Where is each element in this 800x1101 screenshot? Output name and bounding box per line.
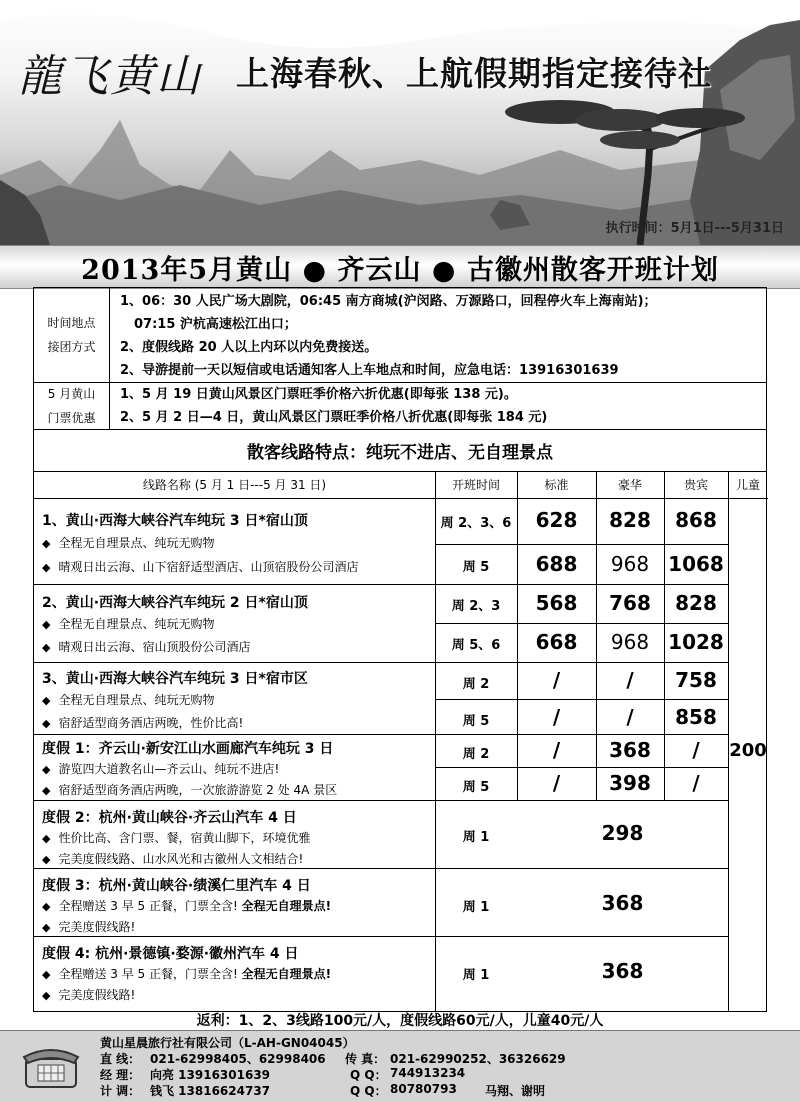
standard-price: 568	[535, 591, 578, 615]
standard-price: 628	[535, 508, 578, 532]
header-child: 儿童	[735, 478, 760, 492]
execution-period: 执行时间：5月1日---5月31日	[605, 221, 784, 236]
diamond-bullet-icon: ◆	[42, 561, 51, 574]
mountain-landscape-illustration	[0, 0, 800, 245]
fax-value: 021-62990252、36326629	[390, 1052, 566, 1066]
vip-price: 828	[675, 591, 717, 615]
package-price: 368	[601, 891, 644, 915]
schedule-cell: 周 5	[462, 560, 490, 575]
ticket-line: 2、5 月 2 日—4 日，黄山风景区门票旺季价格八折优惠(即每张 184 元)	[120, 410, 548, 425]
direct-line-label: 直 线：	[100, 1052, 141, 1066]
route-features-heading: 散客线路特点：纯玩不进店、无自理景点	[33, 430, 767, 472]
standard-price: 668	[535, 630, 578, 654]
header-banner	[0, 0, 800, 245]
standard-price: /	[552, 668, 561, 692]
fax-label: 传 真：	[345, 1052, 386, 1066]
route-feature: ◆ 宿舒适型商务酒店两晚，性价比高!	[42, 716, 244, 730]
route-feature: ◆ 晴观日出云海、宿山顶股份公司酒店	[42, 640, 251, 654]
route-feature: ◆ 晴观日出云海、山下宿舒适型酒店、山顶宿股份公司酒店	[42, 560, 359, 574]
title-bar	[0, 245, 800, 289]
package-price: 298	[601, 821, 644, 845]
route-title: 度假 2：杭州·黄山峡谷·齐云山汽车 4 日	[42, 810, 297, 826]
deluxe-price: 368	[609, 738, 651, 762]
vip-price: 1068	[668, 552, 724, 576]
diamond-bullet-icon: ◆	[42, 537, 51, 550]
schedule-cell: 周 2、3、6	[440, 516, 512, 531]
company-logo: 龍飞黄山	[18, 51, 202, 102]
schedule-cell: 周 5	[462, 714, 490, 729]
vip-price: 1028	[668, 630, 724, 654]
meeting-line: 2、导游提前一天以短信或电话通知客人上车地点和时间，应急电话：13916301639	[120, 363, 619, 378]
route-feature: ◆ 游览四大道教名山—齐云山、纯玩不进店!	[42, 762, 280, 776]
schedule-cell: 周 2、3	[451, 599, 501, 614]
deluxe-price: /	[626, 668, 634, 692]
header-deluxe: 豪华	[617, 478, 642, 492]
diamond-bullet-icon: ◆	[42, 832, 51, 845]
schedule-cell: 周 1	[462, 830, 490, 845]
company-name: 黄山星晨旅行社有限公司（L-AH-GN04045）	[100, 1036, 355, 1050]
vip-price: /	[692, 738, 700, 762]
contact-footer	[0, 1030, 800, 1101]
column-divider	[435, 472, 436, 1011]
standard-price: /	[552, 705, 561, 729]
schedule-cell: 周 1	[462, 900, 490, 915]
standard-price: /	[552, 771, 561, 795]
route-feature: ◆ 完美度假线路、山水风光和古徽州人文相结合!	[42, 852, 304, 866]
schedule-cell: 周 1	[462, 968, 490, 983]
diamond-bullet-icon: ◆	[42, 900, 51, 913]
other-contacts: 马翔、谢明	[485, 1084, 546, 1098]
planner-qq-label: Q Q：	[350, 1084, 387, 1098]
meeting-info-label: 时间地点 接团方式	[34, 288, 110, 382]
diamond-bullet-icon: ◆	[42, 763, 51, 776]
route-title: 度假 1：齐云山·新安江山水画廊汽车纯玩 3 日	[42, 741, 334, 757]
rebate-note: 返利：1、2、3线路100元/人，度假线路60元/人，儿童40元/人	[196, 1013, 604, 1029]
route-feature: ◆ 完美度假线路!	[42, 920, 136, 934]
info-table	[33, 287, 767, 430]
manager-qq-value: 744913234	[390, 1066, 466, 1080]
route-feature: ◆ 全程无自理景点、纯玩无购物	[42, 693, 215, 707]
ticket-line: 1、5 月 19 日黄山风景区门票旺季价格六折优惠(即每张 138 元)。	[120, 387, 517, 402]
route-title: 2、黄山·西海大峡谷汽车纯玩 2 日*宿山顶	[42, 595, 308, 611]
manager-qq-label: Q Q：	[350, 1068, 387, 1082]
meeting-info-row	[34, 288, 766, 383]
route-feature: ◆ 全程赠送 3 早 5 正餐，门票全含! 全程无自理景点!	[42, 967, 332, 981]
manager-value: 向亮 13916301639	[150, 1068, 271, 1082]
deluxe-price: 968	[610, 552, 650, 576]
header-vip: 贵宾	[683, 478, 708, 492]
routes-table	[33, 472, 767, 1012]
diamond-bullet-icon: ◆	[42, 989, 51, 1002]
deluxe-price: /	[626, 705, 634, 729]
page-title: 2013年5月黄山 ● 齐云山 ● 古徽州散客开班计划	[81, 254, 719, 286]
direct-line-value: 021-62998405、62998406	[150, 1052, 326, 1066]
schedule-cell: 周 2	[462, 677, 490, 692]
route-title: 度假 3：杭州·黄山峡谷·绩溪仁里汽车 4 日	[42, 878, 311, 894]
vip-price: 758	[675, 668, 717, 692]
deluxe-price: 768	[609, 591, 651, 615]
diamond-bullet-icon: ◆	[42, 717, 51, 730]
route-title: 度假 4: 杭州·景德镇·婺源·徽州汽车 4 日	[42, 946, 299, 962]
vip-price: 868	[675, 508, 717, 532]
planner-qq-value: 80780793	[390, 1082, 457, 1096]
diamond-bullet-icon: ◆	[42, 694, 51, 707]
vip-price: 858	[675, 705, 717, 729]
vip-price: /	[692, 771, 700, 795]
deluxe-price: 968	[610, 630, 650, 654]
ticket-discount-label: 5 月黄山 门票优惠	[34, 383, 110, 429]
diamond-bullet-icon: ◆	[42, 641, 51, 654]
ticket-discount-row	[34, 383, 766, 429]
agency-title: 上海春秋、上航假期指定接待社	[236, 54, 712, 93]
header-route-name: 线路名称 (5 月 1 日---5 月 31 日)	[142, 478, 327, 492]
header-schedule: 开班时间	[451, 478, 500, 492]
deluxe-price: 828	[609, 508, 651, 532]
diamond-bullet-icon: ◆	[42, 853, 51, 866]
deluxe-price: 398	[609, 771, 651, 795]
meeting-info-lines	[120, 290, 762, 382]
route-feature: ◆ 宿舒适型商务酒店两晚，一次旅游游览 2 处 4A 景区	[42, 783, 338, 797]
route-title: 3、黄山·西海大峡谷汽车纯玩 3 日*宿市区	[42, 671, 308, 687]
ticket-discount-lines	[120, 383, 762, 429]
schedule-cell: 周 5	[462, 780, 490, 795]
standard-price: 688	[535, 552, 578, 576]
planner-value: 钱飞 13816624737	[150, 1084, 271, 1098]
diamond-bullet-icon: ◆	[42, 618, 51, 631]
manager-label: 经 理：	[100, 1068, 141, 1082]
meeting-line: 07:15 沪杭高速松江出口；	[134, 317, 297, 332]
meeting-line: 2、度假线路 20 人以上内环以内免费接送。	[120, 340, 378, 355]
meeting-line: 1、06：30 人民广场大剧院，06:45 南方商城(沪闵路、万源路口，回程停火车上海南站)；	[120, 294, 657, 309]
route-title: 1、黄山·西海大峡谷汽车纯玩 3 日*宿山顶	[42, 513, 308, 529]
telephone-icon	[20, 1041, 82, 1093]
route-feature: ◆ 性价比高、含门票、餐，宿黄山脚下，环境优雅	[42, 831, 311, 845]
child-price: 200	[729, 740, 767, 761]
route-feature: ◆ 全程无自理景点、纯玩无购物	[42, 536, 215, 550]
package-price: 368	[601, 959, 644, 983]
schedule-cell: 周 2	[462, 747, 490, 762]
schedule-cell: 周 5、6	[451, 638, 501, 653]
route-feature: ◆ 全程赠送 3 早 5 正餐，门票全含! 全程无自理景点!	[42, 899, 332, 913]
planner-label: 计 调：	[100, 1084, 141, 1098]
standard-price: /	[552, 738, 561, 762]
route-feature: ◆ 完美度假线路!	[42, 988, 136, 1002]
diamond-bullet-icon: ◆	[42, 921, 51, 934]
route-feature: ◆ 全程无自理景点、纯玩无购物	[42, 617, 215, 631]
header-standard: 标准	[544, 478, 569, 492]
diamond-bullet-icon: ◆	[42, 784, 51, 797]
diamond-bullet-icon: ◆	[42, 968, 51, 981]
